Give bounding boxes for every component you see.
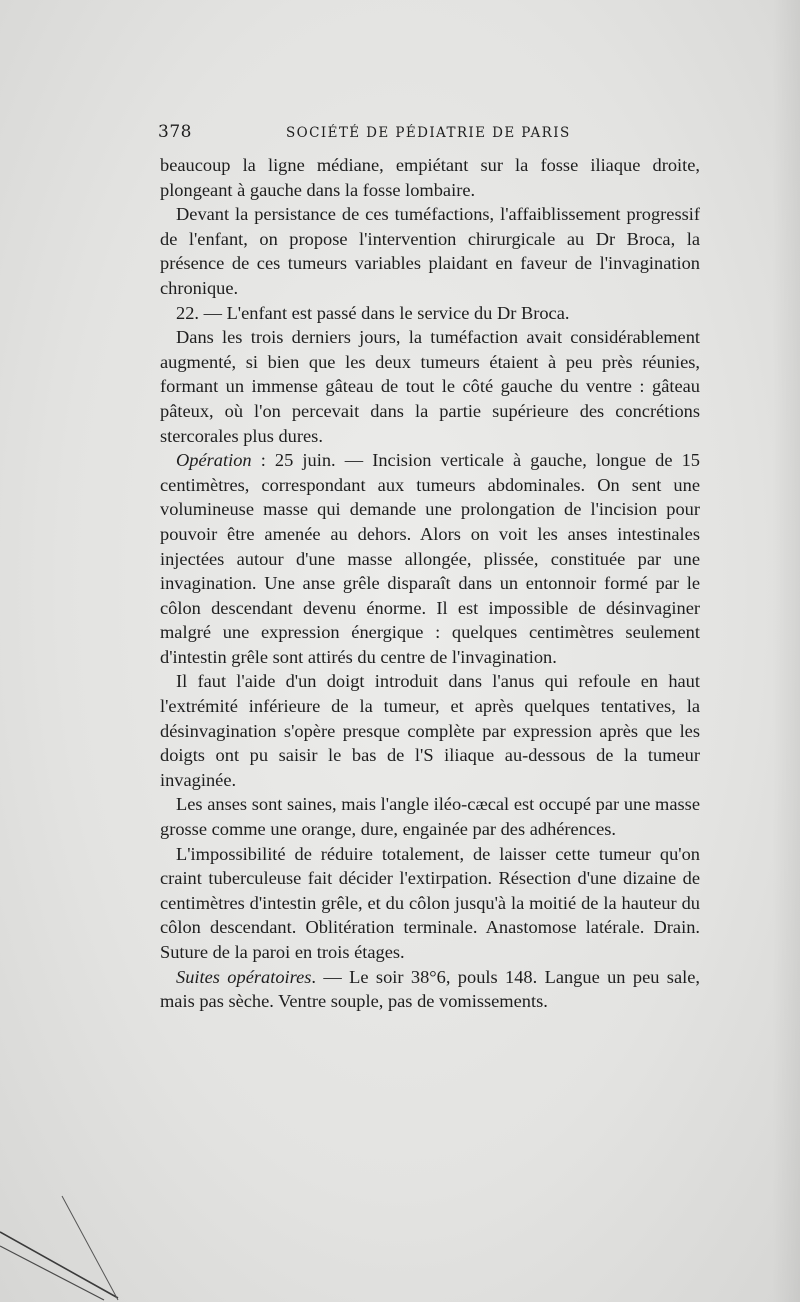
page-number: 378 <box>158 122 192 142</box>
paragraph: Suites opératoires. — Le soir 38°6, pouls 148. Langue un peu sale, mais pas sèche. Ventre souple, pas de vomissements. <box>160 966 700 1012</box>
paragraph: 22. — L'enfant est passé dans le service du Dr Broca. <box>176 302 570 323</box>
scan-scratch-marks <box>0 1180 140 1302</box>
page-header <box>158 122 698 146</box>
scan-shadow-edge <box>772 0 800 1302</box>
paragraph: Opération : 25 juin. — Incision verticale à gauche, longue de 15 centimètres, correspondant aux tumeurs abdominales. On sent une volumineuse masse qui demande une prolongation de l'incision pour pouvoir être amenée au dehors. Alors on voit les anses intestinales injectées autour d'une masse allongée, plissée, constituée par une invagination. Une anse grêle disparaît dans un entonnoir formé par le côlon descendant devenu énorme. Il est impossible de désinvaginer malgré une expression énergique : quelques centimètres seulement d'intestin grêle sont attirés du centre de l'invagination. <box>160 450 700 667</box>
paragraph: Devant la persistance de ces tuméfactions, l'affaiblissement progressif de l'enfant, on propose l'intervention chirurgicale au Dr Broca, la présence de ces tumeurs variables plaidant en faveur de l'invagination chronique. <box>160 204 700 298</box>
paragraph: Les anses sont saines, mais l'angle iléo-cæcal est occupé par une masse grosse comme une orange, dure, engainée par des adhérences. <box>160 794 700 840</box>
paragraph: Dans les trois derniers jours, la tuméfaction avait considérablement augmenté, si bien que les deux tumeurs étaient à peu près réunies, formant un immense gâteau de tout le côté gauche du ventre : gâteau pâteux, où l'on percevait dans la partie supérieure des concrétions stercorales plus dures. <box>160 327 700 446</box>
italic-heading: Opération <box>176 450 252 471</box>
body-text <box>160 153 700 1014</box>
paragraph: Il faut l'aide d'un doigt introduit dans l'anus qui refoule en haut l'extrémité inférieure de la tumeur, et après quelques tentatives, la désinvagination s'opère presque complète par expression après que les doigts ont pu saisir le bas de l'S iliaque au-dessous de la tumeur invaginée. <box>160 671 700 790</box>
paragraph: L'impossibilité de réduire totalement, de laisser cette tumeur qu'on craint tuberculeuse fait décider l'extirpation. Résection d'une dizaine de centimètres d'intestin grêle, et du côlon jusqu'à la moitié de la hauteur du côlon descendant. Oblitération terminale. Anastomose latérale. Drain. Suture de la paroi en trois étages. <box>160 843 700 962</box>
running-title: SOCIÉTÉ DE PÉDIATRIE DE PARIS <box>286 125 571 141</box>
italic-heading: Suites opératoires <box>176 966 312 987</box>
paragraph: beaucoup la ligne médiane, empiétant sur la fosse iliaque droite, plongeant à gauche dans la fosse lombaire. <box>160 155 700 200</box>
